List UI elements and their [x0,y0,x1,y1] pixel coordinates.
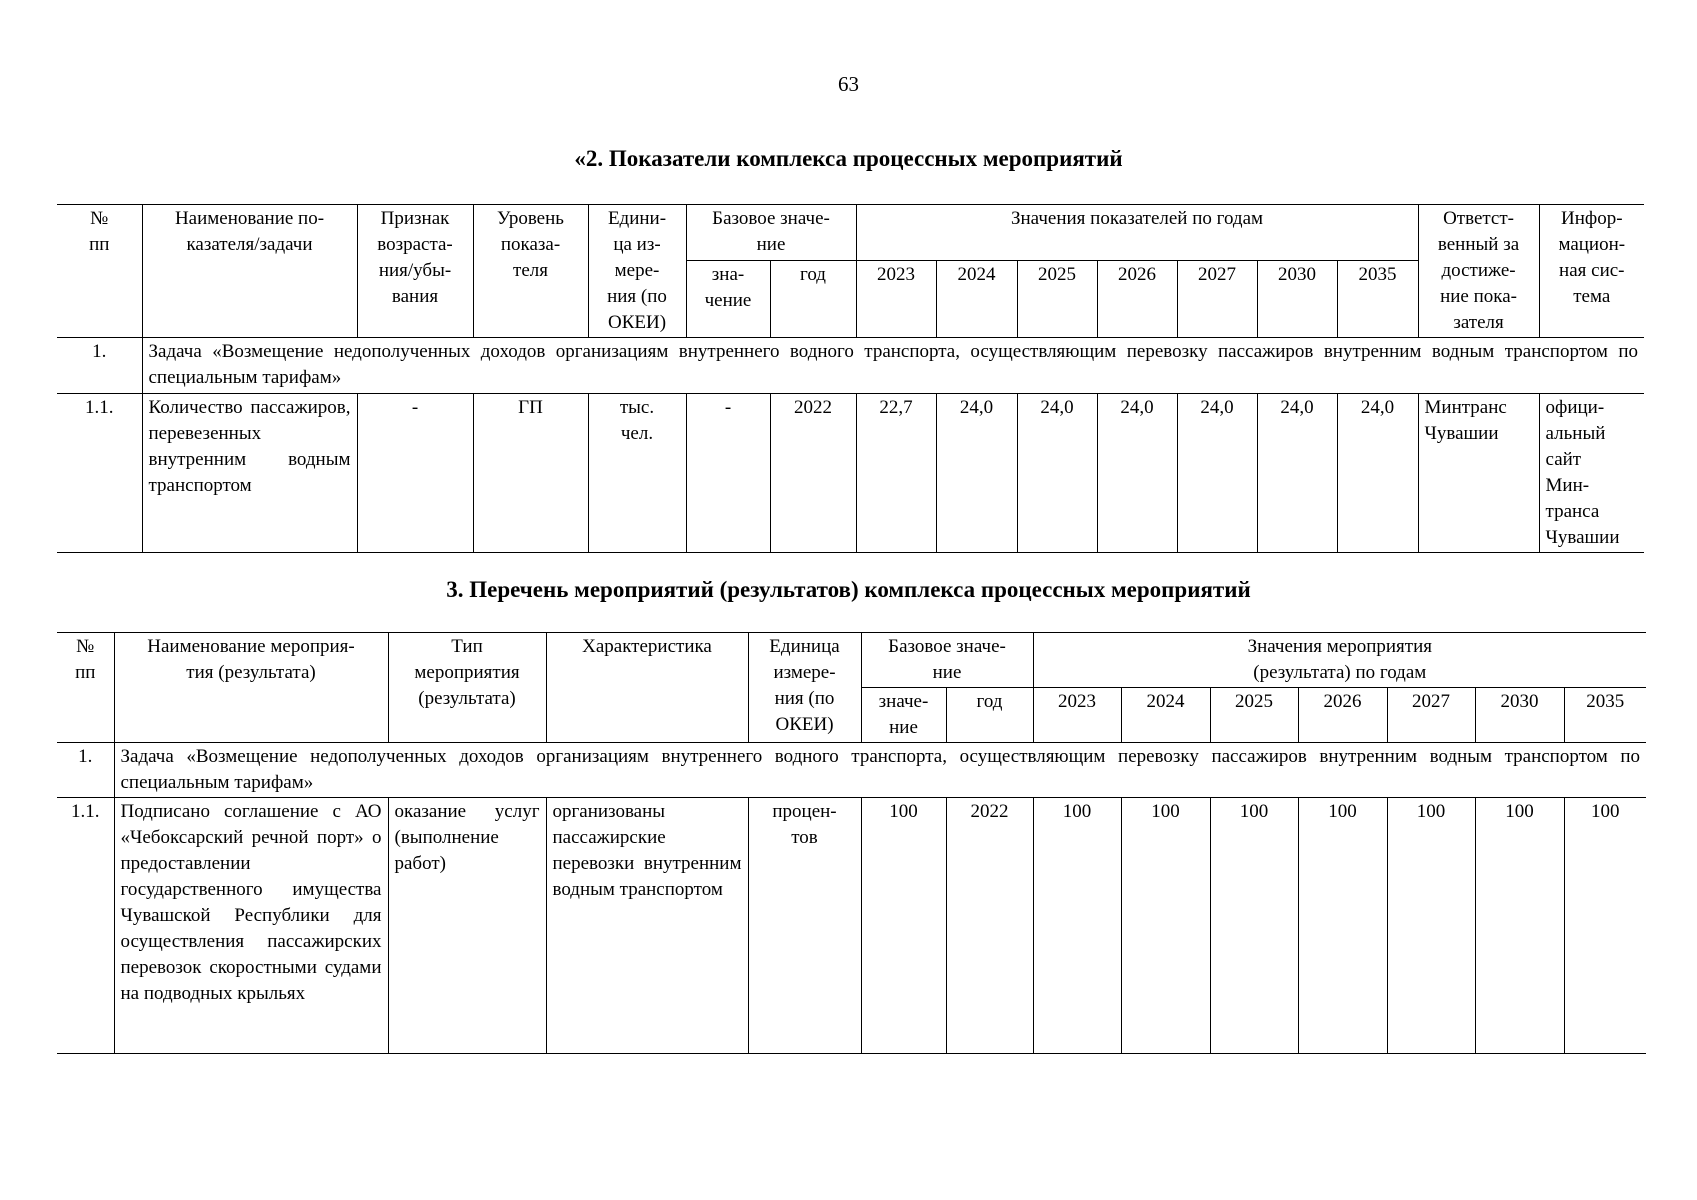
text-line: тов [791,827,818,848]
header-year: 2027 [1387,688,1475,743]
activity-value: 100 [1564,798,1646,1054]
row-num: 1.1. [57,798,114,1054]
text-line: Чувашии [1545,527,1620,548]
text-line: № [90,208,109,229]
indicator-name: Количество пассажиров, перевезенных внутренним водным транспортом [142,394,357,553]
header-info-system [1539,205,1644,338]
text-line: офици- [1545,397,1605,418]
activity-base-year: 2022 [946,798,1033,1054]
indicator-value: 24,0 [1017,394,1097,553]
text-line: чел. [620,423,654,444]
text-line: № [76,636,95,657]
header-indicator-name [142,205,357,338]
text-line: Едини- [607,208,667,229]
text-line: возраста- [377,234,453,255]
indicator-value: 24,0 [1257,394,1337,553]
header-base-year: год [946,688,1033,743]
text-line: измере- [773,662,836,683]
text-line: мере- [614,260,660,281]
text-line: ние [889,717,918,738]
indicators-table [57,204,1644,553]
header-years-group: Значения показателей по годам [856,205,1418,261]
text-line: мероприятия [414,662,520,683]
text-line: Чувашии [1424,423,1499,444]
indicator-info-system [1539,394,1644,553]
text-line: сайт [1545,449,1582,470]
header-base-value [861,688,946,743]
text-line: показа- [500,234,561,255]
text-line: Значения мероприятия [1247,636,1432,657]
indicator-unit [588,394,686,553]
text-line: венный за [1437,234,1520,255]
task-num: 1. [57,743,114,798]
indicator-base-year: 2022 [770,394,856,553]
text-line: Базовое значе- [888,636,1006,657]
text-line: пп [89,234,110,255]
text-line: тыс. [619,397,655,418]
header-activity-name [114,633,388,743]
header-base-year: год [770,260,856,337]
indicator-value: 24,0 [1177,394,1257,553]
header-year: 2035 [1337,260,1418,337]
header-unit [588,205,686,338]
header-years-group [1033,633,1646,688]
header-level [473,205,588,338]
text-line: тема [1573,286,1611,307]
header-year: 2024 [936,260,1017,337]
text-line: казателя/задачи [186,234,313,255]
text-line: достиже- [1441,260,1516,281]
indicator-base-value: - [686,394,770,553]
text-line: Признак [380,208,450,229]
indicator-value: 22,7 [856,394,936,553]
header-responsible [1418,205,1539,338]
header-base [686,205,856,261]
header-year: 2027 [1177,260,1257,337]
text-line: значе- [878,691,929,712]
text-line: ОКЕИ) [775,714,834,735]
header-year: 2025 [1017,260,1097,337]
activity-unit [748,798,861,1054]
row-num: 1.1. [57,394,142,553]
header-activity-type [388,633,546,743]
text-line: Тип [451,636,483,657]
header-year: 2023 [856,260,936,337]
section-2-title: «2. Показатели комплекса процессных мероприятий [574,146,1123,171]
text-line: (результата) [418,688,516,709]
activity-value: 100 [1387,798,1475,1054]
activity-characteristic: организованы пассажирские перевозки внутренним водным транспортом [546,798,748,1054]
header-sign [357,205,473,338]
text-line: пп [75,662,96,683]
header-base [861,633,1033,688]
text-line: Наименование по- [174,208,325,229]
header-year: 2030 [1257,260,1337,337]
text-line: Ответст- [1443,208,1514,229]
header-base-value [686,260,770,337]
activity-name: Подписано соглашение с АО «Чебоксарский речной порт» о предоставлении государственного имущества Чувашской Республики для осуществления пассажирских перевозок скоростными судами на подводных крыльях [114,798,388,1054]
text-line: Мин- [1545,475,1590,496]
text-line: ца из- [613,234,661,255]
header-characteristic: Характеристика [546,633,748,743]
header-num [57,205,142,338]
text-line: ние пока- [1440,286,1517,307]
text-line: зна- [711,263,745,285]
activity-value: 100 [1210,798,1298,1054]
header-num [57,633,114,743]
task-num: 1. [57,338,142,394]
indicator-value: 24,0 [1097,394,1177,553]
header-year: 2026 [1298,688,1387,743]
header-year: 2030 [1475,688,1564,743]
text-line: ния/убы- [378,260,452,281]
text-line: зателя [1453,312,1504,333]
activity-value: 100 [1298,798,1387,1054]
text-line: Минтранс [1424,397,1507,418]
text-line: ние [756,234,786,255]
text-line: альный [1545,423,1606,444]
text-line: ния (по [607,286,667,307]
activity-value: 100 [1475,798,1564,1054]
text-line: Наименование мероприя- [147,636,355,657]
text-line: ния (по [774,688,835,709]
text-line: ние [932,662,962,683]
indicator-responsible [1418,394,1539,553]
task-text: Задача «Возмещение недополученных доходов организациям внутреннего водного транспорта, осуществляющим перевозку пассажиров внутренним водным транспортом по специальным тарифам» [142,338,1644,394]
indicator-sign: - [357,394,473,553]
header-year: 2024 [1121,688,1210,743]
text-line: вания [391,286,439,307]
task-text: Задача «Возмещение недополученных доходов организациям внутреннего водного транспорта, осуществляющим перевозку пассажиров внутренним водным транспортом по специальным тарифам» [114,743,1646,798]
indicator-value: 24,0 [936,394,1017,553]
activity-value: 100 [1033,798,1121,1054]
text-line: Инфор- [1561,208,1623,229]
activities-table [57,632,1646,1054]
header-year: 2026 [1097,260,1177,337]
section-3-title: 3. Перечень мероприятий (результатов) комплекса процессных мероприятий [446,577,1251,602]
text-line: транса [1545,501,1600,522]
header-year: 2025 [1210,688,1298,743]
text-line: ная сис- [1559,260,1625,281]
indicator-level: ГП [473,394,588,553]
text-line: Базовое значе- [712,208,830,229]
activity-base-value: 100 [861,798,946,1054]
header-year: 2023 [1033,688,1121,743]
page-number: 63 [838,72,859,96]
activity-type: оказание услуг (выполнение работ) [388,798,546,1054]
activity-value: 100 [1121,798,1210,1054]
text-line: Единица [769,636,840,657]
indicator-value: 24,0 [1337,394,1418,553]
text-line: ОКЕИ) [607,312,667,333]
text-line: мацион- [1558,234,1626,255]
header-unit [748,633,861,743]
text-line: (результата) по годам [1253,662,1427,683]
text-line: процен- [772,801,837,822]
text-line: Уровень [497,208,564,229]
text-line: теля [513,260,548,281]
text-line: чение [704,289,752,311]
text-line: тия (результата) [186,662,316,683]
header-year: 2035 [1564,688,1646,743]
